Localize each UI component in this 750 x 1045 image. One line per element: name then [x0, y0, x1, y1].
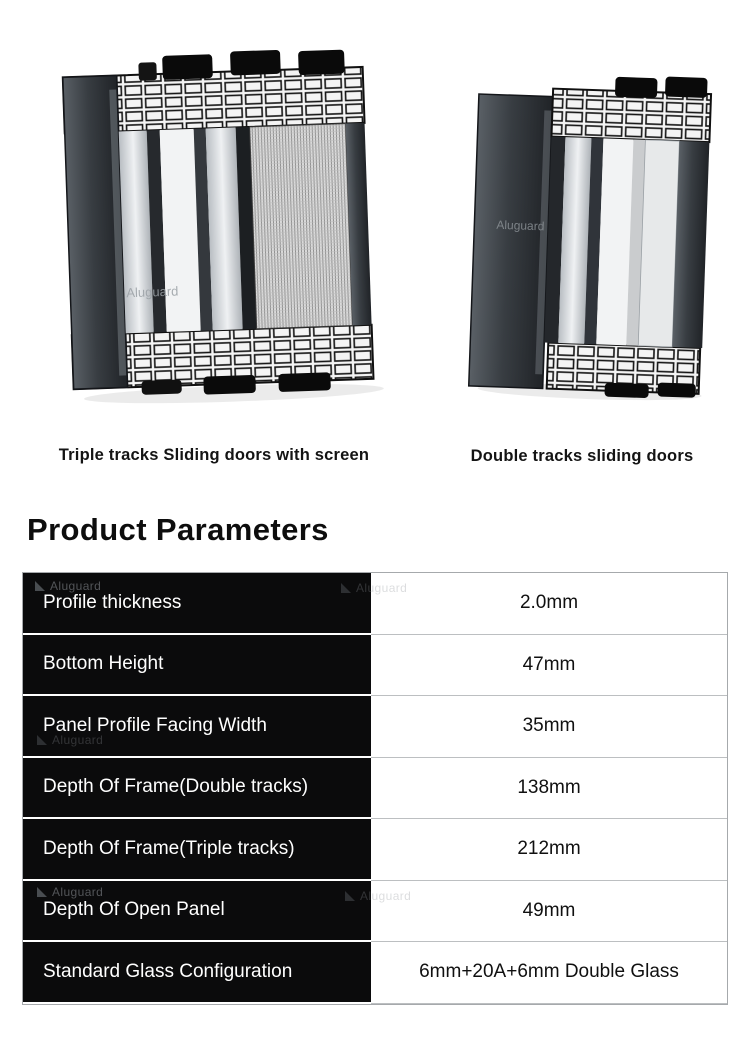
table-row: [23, 942, 727, 1004]
profile-cutaway-group: [468, 72, 712, 402]
image-watermark: Aluguard: [126, 283, 179, 301]
table-row: [23, 881, 727, 943]
page-title: Product Parameters: [27, 512, 329, 547]
param-label: Depth Of Frame(Triple tracks): [23, 819, 371, 881]
param-value: 47mm: [371, 635, 727, 697]
table-row: [23, 819, 727, 881]
param-label: Depth Of Frame(Double tracks): [23, 758, 371, 820]
param-value: 49mm: [371, 881, 727, 943]
param-value: 212mm: [371, 819, 727, 881]
profile-cutaway-group: [62, 47, 384, 407]
table-row: [23, 635, 727, 697]
triple-track-render-graphic: [48, 42, 393, 407]
param-value: 138mm: [371, 758, 727, 820]
double-track-render-graphic: [460, 72, 720, 402]
table-row: [23, 696, 727, 758]
watermark-text: Aluguard: [360, 889, 412, 903]
param-value: 6mm+20A+6mm Double Glass: [371, 942, 727, 1004]
param-label: Profile thickness: [23, 573, 371, 635]
caption-double-track: Double tracks sliding doors: [470, 447, 694, 465]
param-label: Depth Of Open Panel: [23, 881, 371, 943]
watermark-text: Aluguard: [52, 733, 104, 747]
param-value: 35mm: [371, 696, 727, 758]
param-label: Bottom Height: [23, 635, 371, 697]
insect-screen-mesh: [250, 124, 353, 329]
double-track-product-image: [460, 72, 720, 402]
table-row: [23, 758, 727, 820]
watermark-text: Aluguard: [52, 885, 104, 899]
caption-triple-track: Triple tracks Sliding doors with screen: [58, 446, 370, 464]
param-label: Panel Profile Facing Width: [23, 696, 371, 758]
image-watermark: Aluguard: [496, 217, 545, 234]
param-label: Standard Glass Configuration: [23, 942, 371, 1004]
watermark-text: Aluguard: [50, 579, 102, 593]
product-parameters-table: [22, 572, 728, 1005]
watermark-text: Aluguard: [356, 581, 408, 595]
triple-track-product-image: [48, 42, 393, 407]
table-row: [23, 573, 727, 635]
param-value: 2.0mm: [371, 573, 727, 635]
